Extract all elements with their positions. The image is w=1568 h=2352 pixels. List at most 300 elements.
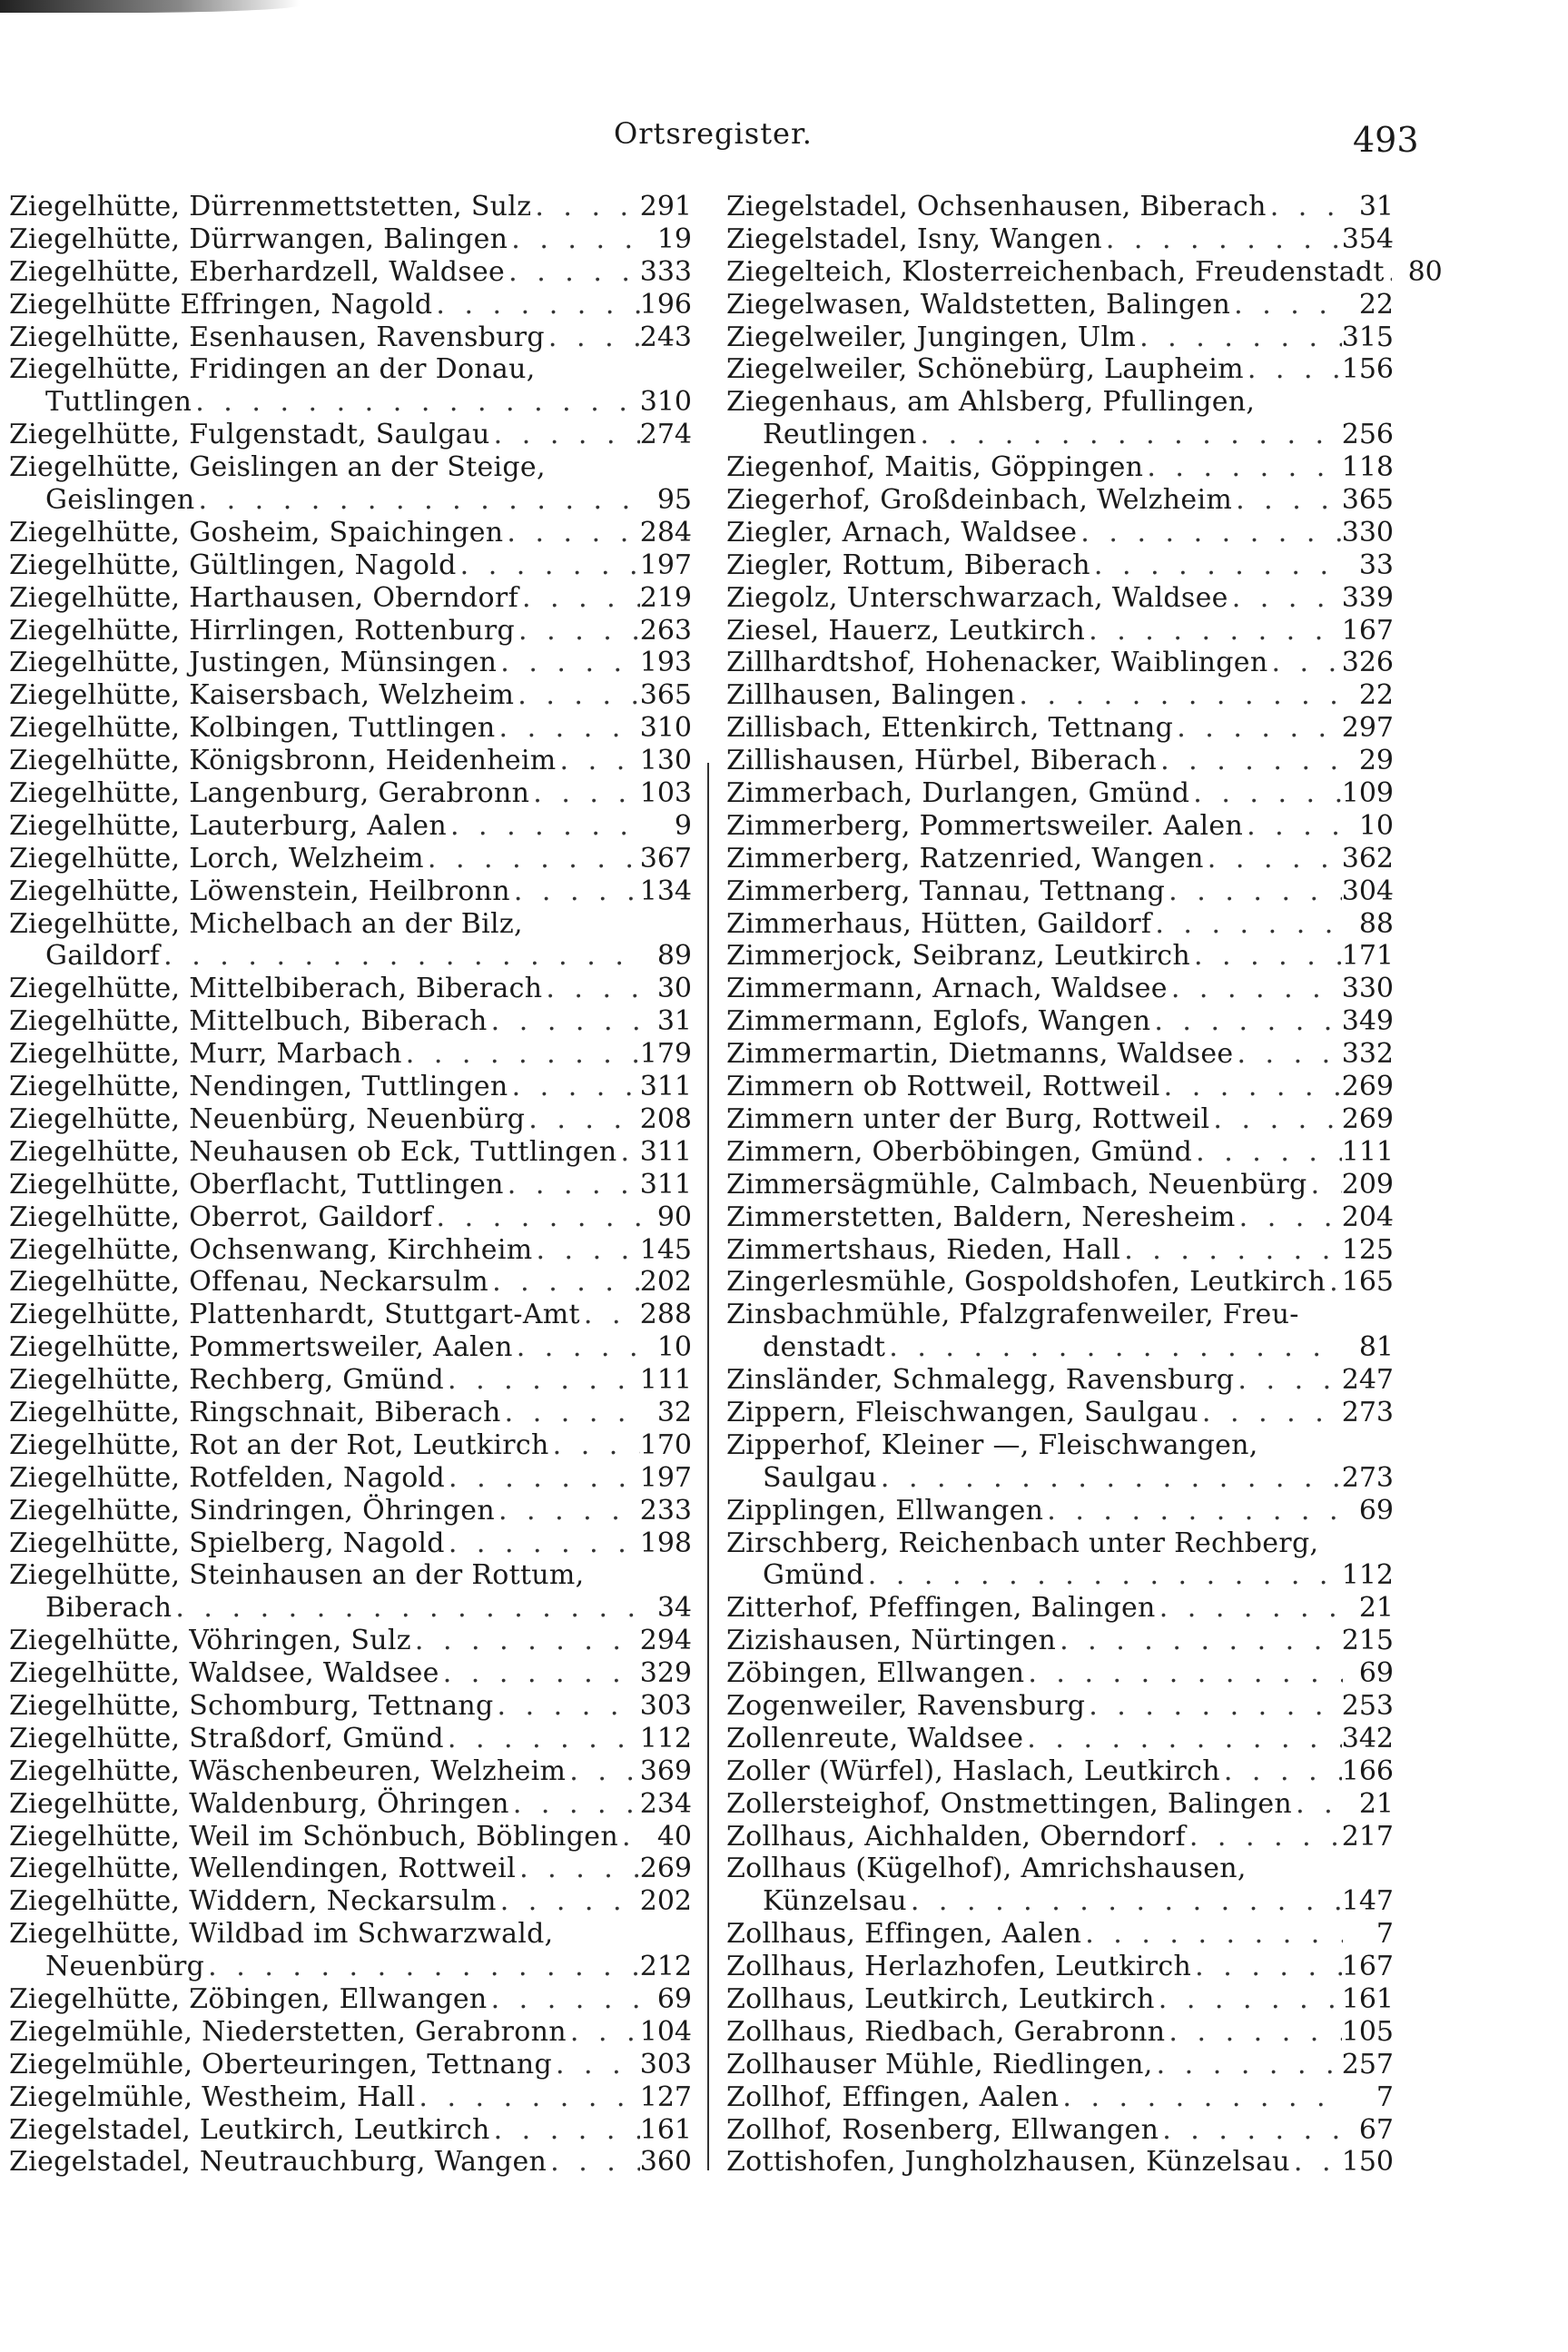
dot-leader <box>444 1364 640 1397</box>
dot-leader <box>411 1625 640 1657</box>
dot-leader <box>432 289 639 321</box>
entry-text: Zimmerberg, Tannau, Tettnang <box>726 875 1166 907</box>
entry-line <box>726 386 1394 419</box>
dot-leader <box>514 679 639 712</box>
entry-page: 171 <box>1341 940 1394 973</box>
entry-page: 88 <box>1358 907 1394 940</box>
dot-leader <box>877 1462 1342 1495</box>
entry-text: Ziegerhof, Großdeinbach, Welzheim <box>726 484 1233 517</box>
entry-page: 103 <box>639 777 692 810</box>
entry-text: Zimmermartin, Dietmanns, Waldsee <box>726 1038 1234 1071</box>
entry-line <box>9 1364 692 1397</box>
entry-text: Ziegolz, Unterschwarzach, Waldsee <box>726 581 1228 614</box>
dot-leader <box>1233 1038 1341 1071</box>
entry-page: 147 <box>1341 1885 1394 1918</box>
entry-continuation: Biberach <box>45 1592 173 1625</box>
dot-leader <box>488 1983 641 2016</box>
entry-page: 125 <box>1341 1233 1394 1266</box>
entry-line <box>726 2146 1394 2179</box>
index-entry <box>9 1527 692 1560</box>
dot-leader <box>508 1071 640 1103</box>
dot-leader <box>1236 1201 1342 1234</box>
entry-page: 170 <box>639 1428 692 1461</box>
entry-line <box>726 1918 1394 1951</box>
entry-text: Ziegenhof, Maitis, Göppingen <box>726 451 1144 484</box>
index-entry <box>726 1071 1394 1103</box>
entry-page: 360 <box>639 2146 692 2179</box>
entry-line <box>726 1364 1394 1397</box>
entry-text: Zipperhof, Kleiner —, Fleischwangen, <box>726 1428 1258 1461</box>
dot-leader <box>618 1821 641 1853</box>
index-entry <box>9 2081 692 2114</box>
index-entry <box>9 549 692 582</box>
entry-line <box>726 517 1394 549</box>
index-entry <box>726 2016 1394 2049</box>
entry-text: Zinsbachmühle, Pfalzgrafenweiler, Freu- <box>726 1299 1299 1331</box>
entry-line <box>9 484 692 517</box>
entry-line <box>9 1951 692 1983</box>
entry-page: 365 <box>639 679 692 712</box>
entry-text: Ziegelhütte, Hirrlingen, Rottenburg <box>9 614 516 647</box>
dot-leader <box>444 1723 640 1755</box>
dot-leader <box>1191 1951 1342 1983</box>
entry-page: 329 <box>639 1657 692 1690</box>
index-entry <box>9 1788 692 1821</box>
entry-text: Ziegelhütte, Geislingen an der Steige, <box>9 451 546 484</box>
index-entry <box>9 2146 692 2179</box>
index-entry <box>9 1071 692 1103</box>
entry-line <box>9 2114 692 2147</box>
entry-text: Zimmerberg, Pommertsweiler. Aalen <box>726 809 1244 842</box>
entry-text: Ziegelwasen, Waldstetten, Balingen <box>726 288 1231 321</box>
dot-leader <box>1085 1690 1342 1723</box>
entry-text: Ziegelhütte, Mittelbuch, Biberach <box>9 1005 488 1038</box>
dot-leader <box>1155 1983 1342 2016</box>
entry-text: Ziegelhütte Effringen, Nagold <box>9 288 433 321</box>
index-entry <box>9 875 692 908</box>
entry-page: 166 <box>1341 1754 1394 1787</box>
entry-continuation: Saulgau <box>763 1461 877 1494</box>
entry-page: 21 <box>1358 1787 1394 1820</box>
entry-line <box>726 810 1394 843</box>
entry-text: Ziegelhütte, Wellendingen, Rottweil <box>9 1853 517 1885</box>
scan-smudge <box>0 0 300 13</box>
entry-line <box>726 1136 1394 1169</box>
index-entry <box>726 1364 1394 1397</box>
dot-leader <box>501 1397 641 1429</box>
index-entry <box>9 321 692 354</box>
dot-leader <box>1244 353 1342 386</box>
entry-page: 274 <box>639 419 692 451</box>
entry-text: Ziegelhütte, Neuhausen ob Eck, Tuttlingen <box>9 1135 617 1168</box>
dot-leader <box>204 1951 640 1983</box>
dot-leader <box>1015 679 1343 712</box>
entry-line <box>726 1266 1394 1299</box>
entry-text: Ziegelhütte, Nendingen, Tuttlingen <box>9 1071 508 1103</box>
index-entry <box>726 2081 1394 2114</box>
index-entry <box>726 1005 1394 1038</box>
entry-text: Ziegelhütte, Oberrot, Gaildorf <box>9 1201 433 1233</box>
index-entry <box>9 1755 692 1788</box>
entry-page: 297 <box>1341 712 1394 745</box>
dot-leader <box>1186 1821 1342 1853</box>
dot-leader <box>885 1331 1343 1364</box>
entry-text: Ziegenhaus, am Ahlsberg, Pfullingen, <box>726 386 1256 419</box>
dot-leader <box>1267 191 1343 223</box>
entry-line <box>726 1201 1394 1234</box>
entry-line <box>726 745 1394 777</box>
entry-line <box>726 1071 1394 1103</box>
dot-leader <box>445 1527 640 1560</box>
entry-line <box>726 1951 1394 1983</box>
dot-leader <box>415 2081 639 2114</box>
index-entry <box>9 1201 692 1234</box>
entry-line <box>9 875 692 908</box>
entry-page: 333 <box>639 255 692 288</box>
entry-text: Ziegelmühle, Niederstetten, Gerabronn <box>9 2015 567 2048</box>
entry-text: Ziegelhütte, Eberhardzell, Waldsee <box>9 255 506 288</box>
index-entry <box>726 2049 1394 2081</box>
entry-continuation: Reutlingen <box>763 419 917 451</box>
dot-leader <box>1168 973 1342 1005</box>
entry-page: 10 <box>656 1331 692 1364</box>
entry-page: 209 <box>1341 1168 1394 1201</box>
entry-page: 217 <box>1341 1820 1394 1853</box>
dot-leader <box>1143 451 1341 484</box>
index-entry <box>9 517 692 549</box>
entry-text: Zimmern unter der Burg, Rottweil <box>726 1102 1210 1135</box>
index-entry <box>726 1169 1394 1201</box>
column-divider <box>707 763 709 2170</box>
entry-text: Ziegelweiler, Jungingen, Ulm <box>726 321 1137 353</box>
entry-text: Ziegelhütte, Justingen, Münsingen <box>9 647 498 679</box>
index-entry <box>726 1755 1394 1788</box>
index-entry <box>726 1429 1394 1495</box>
index-entry <box>726 1397 1394 1429</box>
dot-leader <box>1192 1136 1342 1169</box>
dot-leader <box>424 843 640 875</box>
dot-leader <box>1165 875 1342 908</box>
entry-page: 365 <box>1341 484 1394 517</box>
entry-text: Ziegelhütte, Offenau, Neckarsulm <box>9 1266 489 1299</box>
index-entry <box>9 1821 692 1853</box>
dot-leader <box>532 1234 639 1267</box>
dot-leader <box>1234 1364 1341 1397</box>
index-entry <box>726 223 1394 256</box>
running-title: Ortsregister. <box>614 116 813 151</box>
entry-line <box>9 1625 692 1657</box>
entry-page: 202 <box>639 1266 692 1299</box>
entry-page: 369 <box>639 1754 692 1787</box>
dot-leader <box>531 191 639 223</box>
entry-line <box>726 1038 1394 1071</box>
index-entry <box>9 1234 692 1267</box>
entry-line <box>9 353 692 386</box>
entry-page: 30 <box>656 973 692 1005</box>
entry-page: 243 <box>639 321 692 353</box>
entry-text: Ziegler, Rottum, Biberach <box>726 548 1090 581</box>
entry-text: Zingerlesmühle, Gospoldshofen, Leutkirch <box>726 1266 1326 1299</box>
entry-continuation: denstadt <box>763 1331 886 1364</box>
entry-text: Zollhaus, Aichhalden, Oberndorf <box>726 1820 1186 1853</box>
dot-leader <box>557 745 640 777</box>
index-entry <box>726 1983 1394 2016</box>
entry-line <box>726 1527 1394 1560</box>
index-entry <box>726 908 1394 941</box>
entry-line <box>9 1234 692 1267</box>
entry-line <box>9 615 692 647</box>
dot-leader <box>917 419 1342 451</box>
entry-line <box>726 1103 1394 1136</box>
entry-line <box>9 1038 692 1071</box>
entry-page: 118 <box>1341 451 1394 484</box>
entry-page: 109 <box>1341 777 1394 810</box>
entry-page: 29 <box>1358 745 1394 777</box>
entry-continuation: Geislingen <box>45 484 195 517</box>
entry-page: 310 <box>639 712 692 745</box>
entry-page: 34 <box>656 1592 692 1625</box>
index-entry <box>726 1234 1394 1267</box>
entry-line <box>9 1853 692 1885</box>
entry-page: 69 <box>1358 1494 1394 1527</box>
entry-page: 40 <box>656 1820 692 1853</box>
index-entry <box>726 1951 1394 1983</box>
index-entry <box>726 1299 1394 1364</box>
entry-page: 104 <box>639 2015 692 2048</box>
entry-text: Ziegelhütte, Kaisersbach, Welzheim <box>9 679 515 712</box>
entry-line <box>9 451 692 484</box>
entry-text: Ziegelhütte, Pommertsweiler, Aalen <box>9 1331 513 1364</box>
entry-page: 311 <box>639 1168 692 1201</box>
index-entry <box>9 419 692 451</box>
entry-page: 9 <box>674 809 692 842</box>
index-entry <box>9 615 692 647</box>
dot-leader <box>447 810 641 843</box>
dot-leader <box>513 1331 641 1364</box>
dot-leader <box>1090 549 1343 582</box>
index-entry <box>726 777 1394 810</box>
entry-line <box>9 1559 692 1592</box>
dot-leader <box>547 2146 640 2179</box>
entry-line <box>726 321 1394 354</box>
entry-line <box>726 2049 1394 2081</box>
entry-page: 234 <box>639 1787 692 1820</box>
entry-line <box>9 1331 692 1364</box>
entry-line <box>9 1885 692 1918</box>
entry-text: Zollhaus (Kügelhof), Amrichshausen, <box>726 1853 1247 1885</box>
entry-page: 273 <box>1341 1396 1394 1428</box>
entry-text: Ziegelhütte, Dürrenmettstetten, Sulz <box>9 191 532 222</box>
entry-text: Zipplingen, Ellwangen <box>726 1494 1044 1527</box>
entry-line <box>9 745 692 777</box>
entry-page: 145 <box>639 1233 692 1266</box>
index-entry <box>726 810 1394 843</box>
entry-line <box>726 875 1394 908</box>
entry-text: Zillishausen, Hürbel, Biberach <box>726 745 1158 777</box>
entry-page: 202 <box>639 1885 692 1918</box>
entry-text: Ziegelhütte, Neuenbürg, Neuenbürg <box>9 1102 526 1135</box>
entry-page: 204 <box>1341 1201 1394 1233</box>
dot-leader <box>1136 321 1342 354</box>
entry-page: 10 <box>1358 809 1394 842</box>
entry-text: Ziegelhütte, Gosheim, Spaichingen <box>9 516 504 548</box>
entry-line <box>726 2114 1394 2147</box>
entry-line <box>9 549 692 582</box>
dot-leader <box>516 1853 640 1885</box>
index-entry <box>726 517 1394 549</box>
page-number: 493 <box>1353 120 1419 160</box>
entry-line <box>726 908 1394 941</box>
entry-continuation: Gmünd <box>763 1559 864 1592</box>
dot-leader <box>1189 777 1341 810</box>
page-header <box>0 116 1568 162</box>
entry-line <box>9 1918 692 1951</box>
entry-text: Zottishofen, Jungholzhausen, Künzelsau <box>726 2146 1290 2179</box>
entry-line <box>726 419 1394 451</box>
entry-continuation: Neuenbürg <box>45 1951 205 1983</box>
index-entry <box>726 289 1394 321</box>
index-entry <box>9 191 692 223</box>
entry-text: Ziegelhütte, Rot an der Rot, Leutkirch <box>9 1428 549 1461</box>
dot-leader <box>488 1266 640 1299</box>
entry-page: 367 <box>639 842 692 875</box>
entry-page: 257 <box>1341 2048 1394 2080</box>
index-column-left <box>9 191 692 2179</box>
dot-leader <box>529 777 639 810</box>
entry-continuation: Tuttlingen <box>45 386 192 419</box>
dot-leader <box>439 1657 640 1690</box>
entry-line <box>726 191 1394 223</box>
entry-line <box>726 1983 1394 2016</box>
entry-text: Zollhaus, Effingen, Aalen <box>726 1918 1082 1951</box>
dot-leader <box>488 1005 641 1038</box>
entry-line <box>726 582 1394 615</box>
entry-line <box>9 940 692 973</box>
entry-page: 150 <box>1341 2146 1394 2179</box>
entry-page: 269 <box>1341 1102 1394 1135</box>
dot-leader <box>1024 1657 1343 1690</box>
index-entry <box>9 777 692 810</box>
entry-text: Ziegelhütte, Rechberg, Gmünd <box>9 1364 445 1397</box>
dot-leader <box>496 712 640 745</box>
entry-text: Ziegelhütte, Murr, Marbach <box>9 1038 402 1071</box>
entry-line <box>726 1657 1394 1690</box>
dot-leader <box>1326 1266 1342 1299</box>
entry-line <box>726 973 1394 1005</box>
entry-text: Zimmerjock, Seibranz, Leutkirch <box>726 940 1190 973</box>
entry-page: 21 <box>1358 1592 1394 1625</box>
index-entry <box>9 1038 692 1071</box>
entry-line <box>9 1592 692 1625</box>
index-entry <box>9 1495 692 1527</box>
entry-text: Zogenweiler, Ravensburg <box>726 1689 1086 1722</box>
index-entry <box>9 1559 692 1625</box>
entry-line <box>9 2016 692 2049</box>
entry-line <box>726 777 1394 810</box>
dot-leader <box>1190 940 1342 973</box>
entry-text: Zimmerhaus, Hütten, Gaildorf <box>726 907 1152 940</box>
index-entry <box>726 1788 1394 1821</box>
entry-text: Zinsländer, Schmalegg, Ravensburg <box>726 1364 1235 1397</box>
dot-leader <box>508 223 641 256</box>
index-entry <box>9 223 692 256</box>
dot-leader <box>192 386 640 419</box>
entry-page: 31 <box>656 1005 692 1038</box>
entry-line <box>726 940 1394 973</box>
entry-page: 19 <box>656 222 692 255</box>
index-entry <box>9 289 692 321</box>
entry-page: 303 <box>639 2048 692 2080</box>
entry-line <box>726 1723 1394 1755</box>
entry-text: Zimmern, Oberböbingen, Gmünd <box>726 1135 1193 1168</box>
index-entry <box>726 582 1394 615</box>
entry-page: 167 <box>1341 1951 1394 1983</box>
entry-page: 349 <box>1341 1005 1394 1038</box>
entry-line <box>9 973 692 1005</box>
index-entry <box>726 2146 1394 2179</box>
index-entry <box>726 1853 1394 1918</box>
entry-text: Ziegelstadel, Ochsenhausen, Biberach <box>726 191 1267 222</box>
index-entry <box>726 2114 1394 2147</box>
entry-page: 269 <box>639 1853 692 1885</box>
entry-page: 167 <box>1341 614 1394 647</box>
dot-leader <box>864 1559 1342 1592</box>
entry-text: Ziegelhütte, Gültlingen, Nagold <box>9 548 457 581</box>
entry-page: 294 <box>639 1625 692 1657</box>
index-entry <box>9 451 692 517</box>
dot-leader <box>1307 1169 1342 1201</box>
dot-leader <box>566 1755 639 1788</box>
index-entry <box>9 1169 692 1201</box>
entry-line <box>726 1005 1394 1038</box>
entry-text: Ziegelhütte, Wildbad im Schwarzwald, <box>9 1918 554 1951</box>
index-entry <box>726 1201 1394 1234</box>
entry-page: 196 <box>639 288 692 321</box>
index-entry <box>726 386 1394 451</box>
index-entry <box>726 1821 1394 1853</box>
entry-text: Ziegelhütte, Ochsenwang, Kirchheim <box>9 1233 533 1266</box>
entry-line <box>9 2146 692 2179</box>
entry-page: 273 <box>1341 1461 1394 1494</box>
index-entry <box>726 1103 1394 1136</box>
dot-leader <box>1153 2049 1342 2081</box>
entry-line <box>9 777 692 810</box>
dot-leader <box>1160 1071 1342 1103</box>
entry-page: 112 <box>639 1722 692 1754</box>
index-entry <box>9 1103 692 1136</box>
index-entry <box>9 582 692 615</box>
entry-line <box>9 1136 692 1169</box>
entry-text: Zimmern ob Rottweil, Rottweil <box>726 1071 1160 1103</box>
entry-text: Ziegelhütte, Lauterburg, Aalen <box>9 809 447 842</box>
entry-page: 339 <box>1341 581 1394 614</box>
entry-text: Zippern, Fleischwangen, Saulgau <box>726 1396 1198 1428</box>
entry-line <box>726 712 1394 745</box>
entry-line <box>9 1169 692 1201</box>
dot-leader <box>515 615 640 647</box>
dot-leader <box>1085 615 1342 647</box>
entry-page: 7 <box>1376 1918 1394 1951</box>
entry-line <box>9 1397 692 1429</box>
entry-text: Ziegelhütte, Weil im Schönbuch, Böblingen <box>9 1820 618 1853</box>
entry-line <box>726 679 1394 712</box>
index-column-right <box>726 191 1443 2179</box>
entry-line <box>9 1821 692 1853</box>
dot-leader <box>1228 582 1342 615</box>
entry-page: 69 <box>656 1982 692 2015</box>
index-entry <box>9 1690 692 1723</box>
entry-text: Ziegelhütte, Straßdorf, Gmünd <box>9 1722 444 1754</box>
